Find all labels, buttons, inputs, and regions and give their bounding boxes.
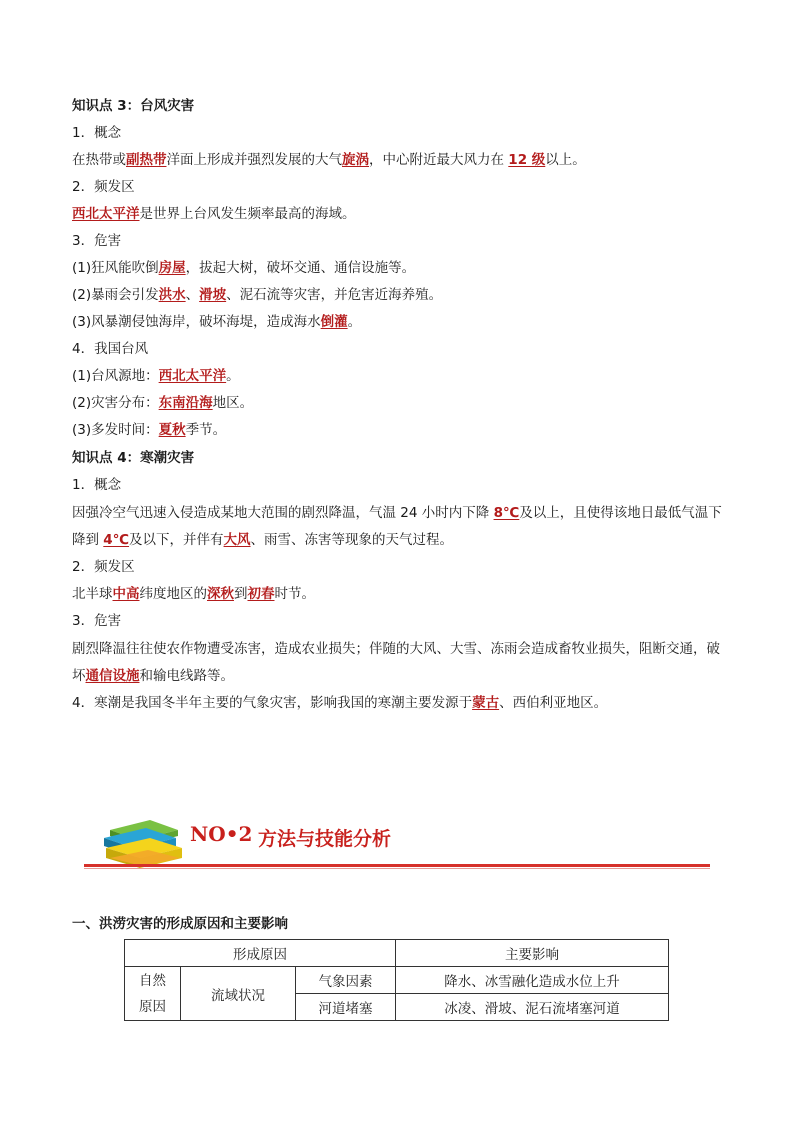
section-concept-2: 1．概念 bbox=[72, 477, 122, 493]
typhoon-frequency-text bbox=[72, 205, 356, 223]
section-harm: 3．危害 bbox=[72, 233, 122, 249]
keyword-highlight: 蒙古 bbox=[472, 695, 500, 711]
keyword-highlight: 深秋 bbox=[207, 586, 234, 602]
typhoon-harm-3 bbox=[72, 313, 361, 331]
table-header-row bbox=[125, 940, 669, 967]
text-run: 、西伯利亚地区。 bbox=[499, 695, 608, 711]
typhoon-concept-text bbox=[72, 151, 586, 169]
text-run: (3)风暴潮侵蚀海岸，破坏海堤，造成海水 bbox=[72, 314, 321, 330]
keyword-highlight: 倒灌 bbox=[320, 314, 348, 330]
text-run: 、泥石流等灾害，并危害近海养殖。 bbox=[226, 287, 443, 303]
banner-rule-shadow bbox=[84, 868, 710, 869]
text-run: (1)狂风能吹倒 bbox=[72, 260, 159, 276]
basin-condition-cell: 流域状况 bbox=[181, 967, 296, 1021]
cold-wave-concept-text bbox=[72, 500, 732, 554]
effect-cell: 冰凌、滑坡、泥石流堵塞河道 bbox=[396, 994, 669, 1021]
text-run: (3)多发时间： bbox=[72, 422, 159, 438]
keyword-highlight: 中高 bbox=[112, 586, 140, 602]
section-frequency-2: 2．频发区 bbox=[72, 559, 135, 575]
cold-wave-frequency-text bbox=[72, 585, 315, 603]
factor-cell: 气象因素 bbox=[296, 967, 396, 994]
header-effect: 主要影响 bbox=[396, 940, 669, 967]
banner-number: NO•2 bbox=[190, 822, 253, 846]
section-frequency: 2．频发区 bbox=[72, 179, 135, 195]
natural-cause-cell bbox=[125, 967, 181, 1021]
section-harm-2: 3．危害 bbox=[72, 613, 122, 629]
keyword-highlight: 初春 bbox=[247, 586, 275, 602]
natural-cause-line1: 自然 bbox=[139, 972, 166, 989]
keyword-highlight: 夏秋 bbox=[158, 422, 186, 438]
text-run: 及以上，且使得该地日最低气温下降到 bbox=[72, 505, 722, 548]
text-run: 剧烈降温往往使农作物遭受冻害，造成农业损失；伴随的大风、大雪、冻雨会造成畜牧业损失，阻断交通，破坏 bbox=[72, 641, 720, 684]
keyword-highlight: 洪水 bbox=[158, 287, 186, 303]
keyword-highlight: 房屋 bbox=[158, 260, 186, 276]
typhoon-harm-2 bbox=[72, 286, 442, 304]
china-typhoon-distribution bbox=[72, 394, 253, 412]
effect-cell: 降水、冰雪融化造成水位上升 bbox=[396, 967, 669, 994]
keyword-highlight: 通信设施 bbox=[85, 668, 140, 684]
cold-wave-origin-text bbox=[72, 694, 607, 712]
text-run: 、雨雪、冻害等现象的天气过程。 bbox=[250, 532, 454, 548]
banner-rule bbox=[84, 864, 710, 867]
keyword-highlight: 滑坡 bbox=[199, 287, 227, 303]
header-cause: 形成原因 bbox=[125, 940, 396, 967]
books-icon bbox=[104, 820, 182, 868]
keyword-highlight: 4℃ bbox=[103, 532, 130, 548]
text-run: 和输电线路等。 bbox=[139, 668, 234, 684]
flood-cause-table bbox=[124, 939, 669, 1021]
text-run: 因强冷空气迅速入侵造成某地大范围的剧烈降温，气温 24 小时内下降 bbox=[72, 505, 494, 521]
china-typhoon-source bbox=[72, 367, 240, 385]
section-heading-flood: 一、洪涝灾害的形成原因和主要影响 bbox=[72, 916, 288, 932]
text-run: 洋面上形成并强烈发展的大气 bbox=[166, 152, 342, 168]
text-run: 时节。 bbox=[274, 586, 315, 602]
cold-wave-harm-text bbox=[72, 636, 732, 690]
factor-cell: 河道堵塞 bbox=[296, 994, 396, 1021]
keyword-highlight: 东南沿海 bbox=[158, 395, 213, 411]
keyword-highlight: 8℃ bbox=[493, 505, 520, 521]
keyword-highlight: 副热带 bbox=[126, 152, 167, 168]
banner-title: 方法与技能分析 bbox=[258, 828, 392, 850]
typhoon-harm-1 bbox=[72, 259, 415, 277]
text-run: 在热带或 bbox=[72, 152, 126, 168]
text-run: 、 bbox=[185, 287, 200, 303]
table-row bbox=[125, 967, 669, 994]
text-run: 是世界上台风发生频率最高的海域。 bbox=[139, 206, 356, 222]
natural-cause-line2: 原因 bbox=[139, 998, 166, 1015]
text-run: ，拔起大树，破坏交通、通信设施等。 bbox=[185, 260, 416, 276]
keyword-highlight: 旋涡 bbox=[342, 152, 369, 168]
text-run: 以上。 bbox=[545, 152, 586, 168]
keyword-highlight: 大风 bbox=[223, 532, 251, 548]
text-run: (1)台风源地： bbox=[72, 368, 159, 384]
keyword-highlight: 西北太平洋 bbox=[158, 368, 227, 384]
china-typhoon-season bbox=[72, 421, 226, 439]
keyword-highlight: 西北太平洋 bbox=[72, 206, 140, 222]
text-run: 地区。 bbox=[212, 395, 254, 411]
text-run: 北半球 bbox=[72, 586, 113, 602]
keyword-highlight: 12 级 bbox=[508, 152, 546, 168]
text-run: 到 bbox=[234, 586, 248, 602]
text-run: 季节。 bbox=[185, 422, 227, 438]
section-china-typhoon: 4．我国台风 bbox=[72, 341, 149, 357]
text-run: (2)暴雨会引发 bbox=[72, 287, 159, 303]
heading-knowledge-4: 知识点 4：寒潮灾害 bbox=[72, 450, 195, 466]
text-run: (2)灾害分布： bbox=[72, 395, 159, 411]
text-run: 。 bbox=[226, 368, 240, 384]
text-run: 。 bbox=[347, 314, 362, 330]
text-run: 纬度地区的 bbox=[139, 586, 207, 602]
section-concept: 1．概念 bbox=[72, 125, 122, 141]
text-run: ，中心附近最大风力在 bbox=[369, 152, 509, 168]
text-run: 及以下，并伴有 bbox=[129, 532, 224, 548]
heading-knowledge-3: 知识点 3：台风灾害 bbox=[72, 98, 195, 114]
text-run: 4．寒潮是我国冬半年主要的气象灾害，影响我国的寒潮主要发源于 bbox=[72, 695, 473, 711]
